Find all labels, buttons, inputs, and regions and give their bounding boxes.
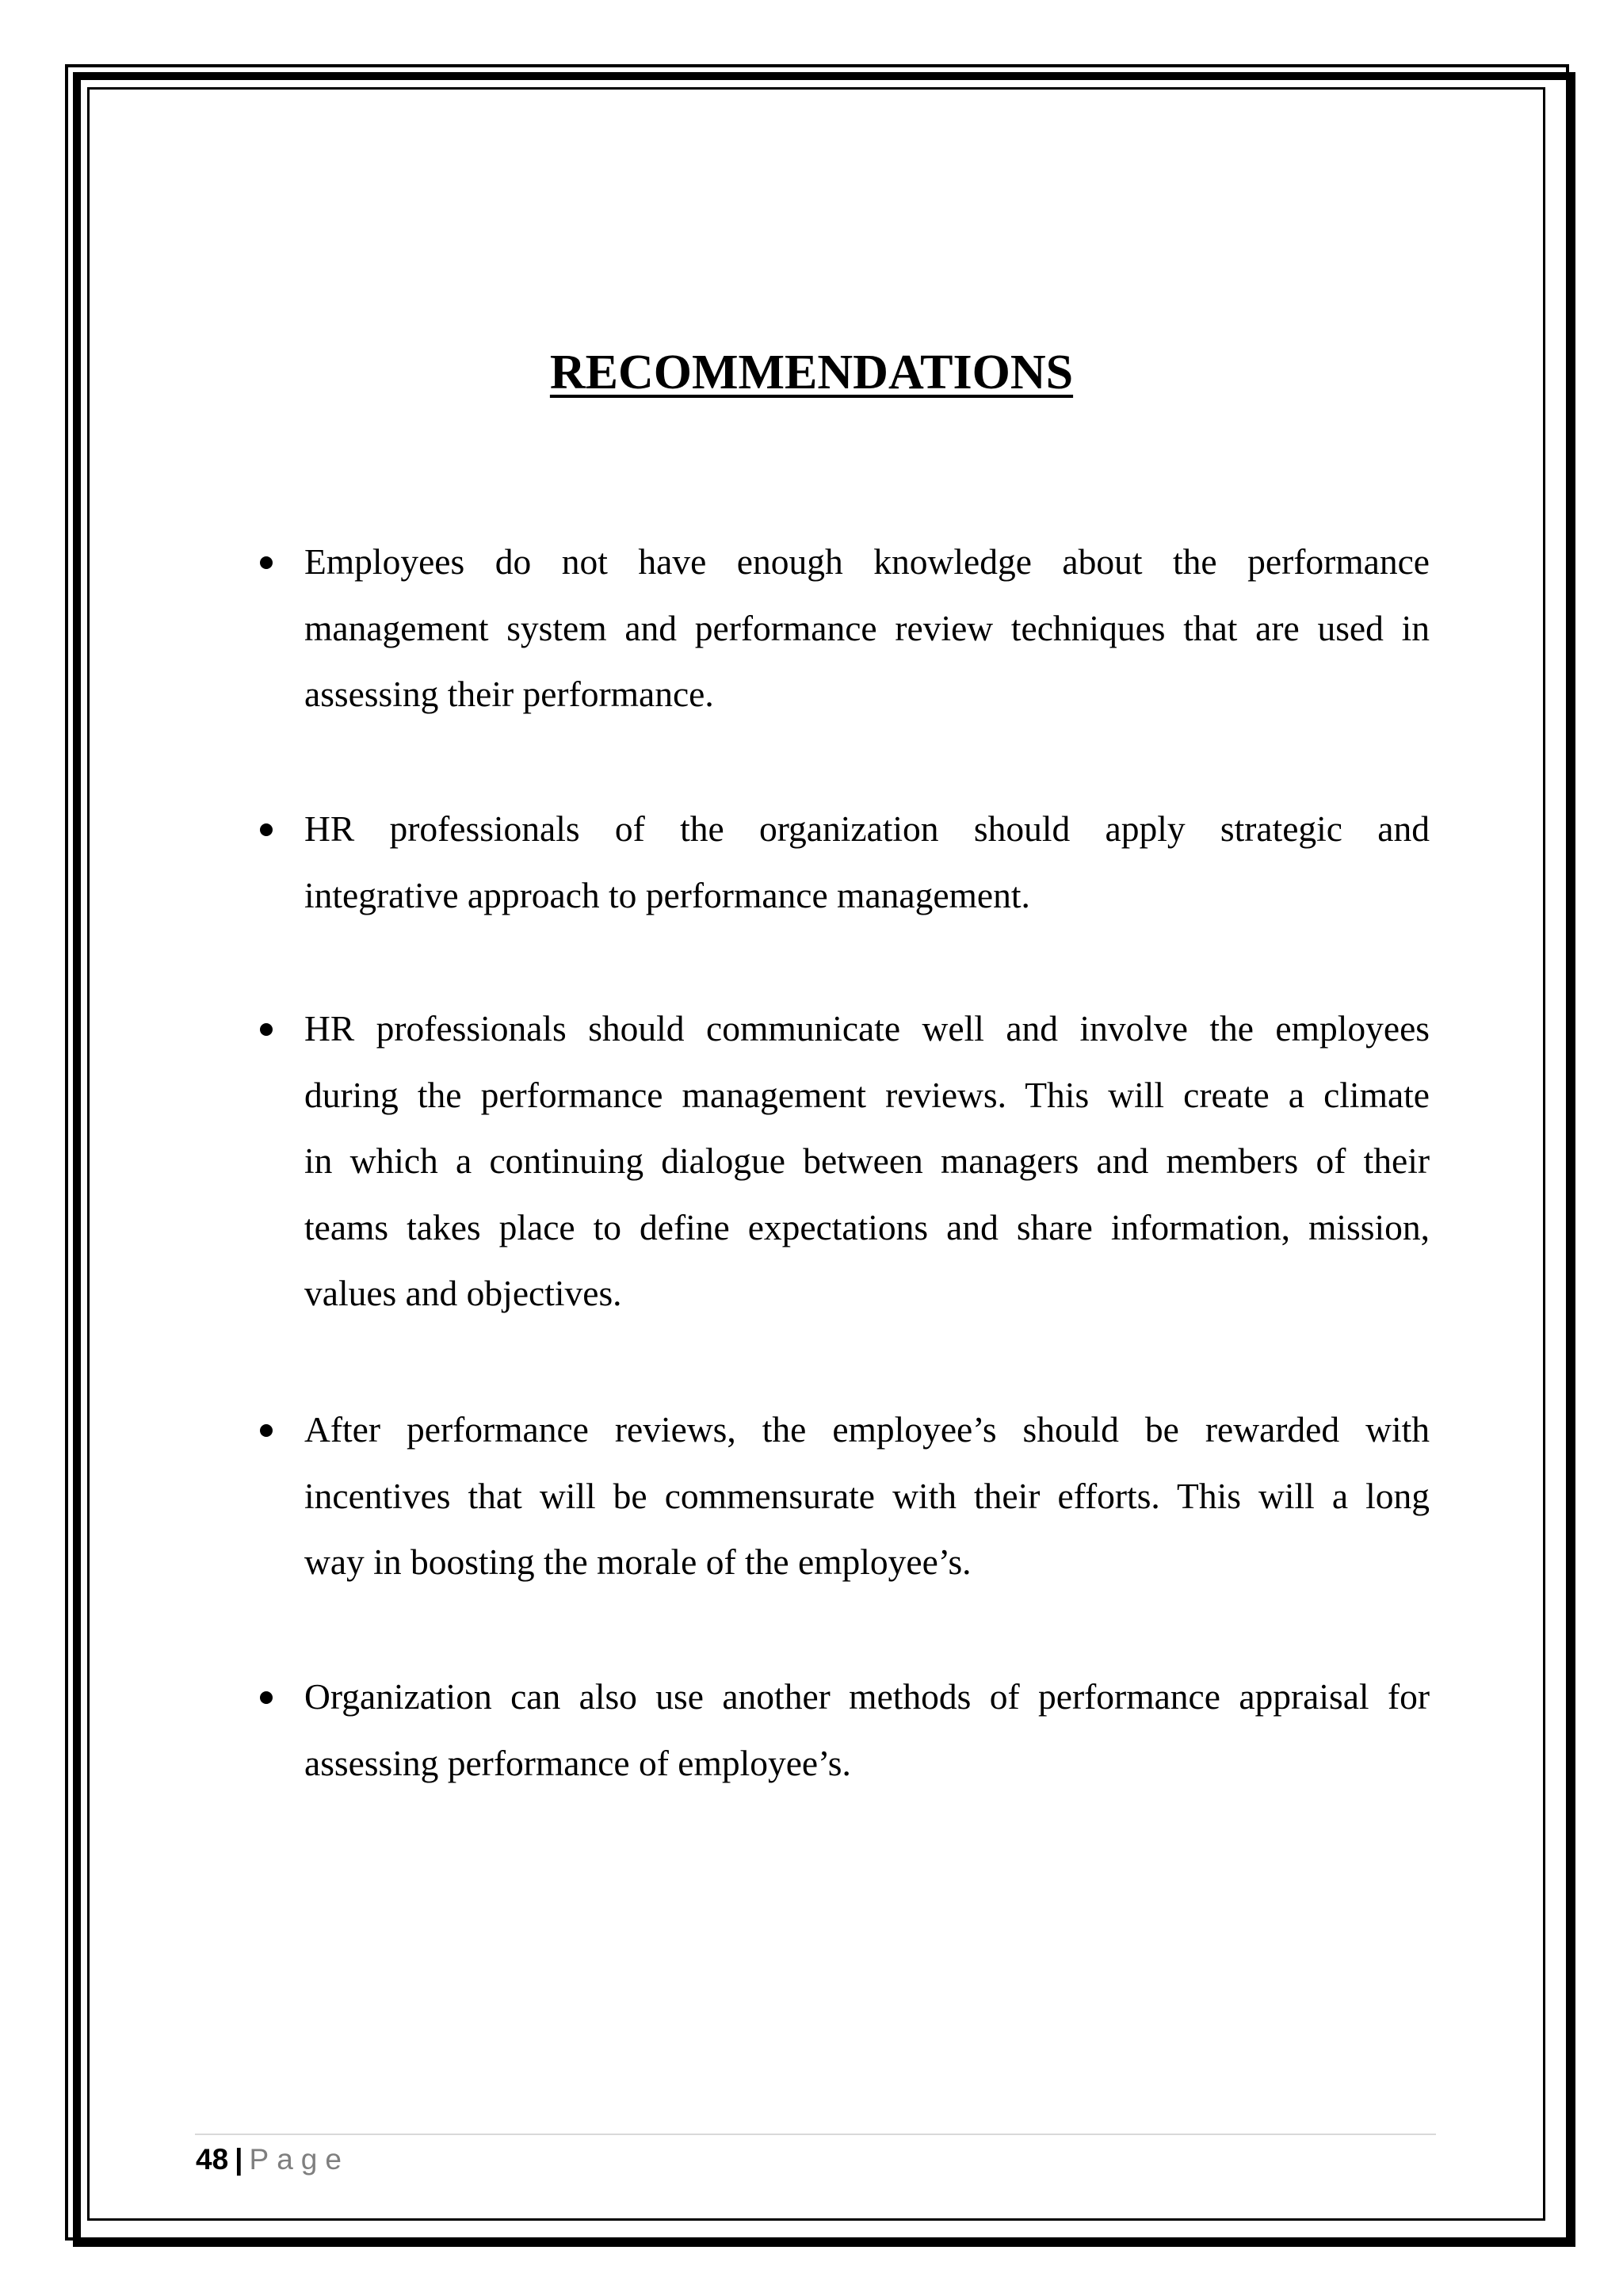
list-item bbox=[304, 1664, 1430, 1796]
list-item bbox=[304, 529, 1430, 728]
list-item-line: teams takes place to define expectations and share information, mission, bbox=[304, 1206, 1430, 1247]
page-label: Page bbox=[249, 2143, 349, 2176]
list-item bbox=[304, 796, 1430, 928]
bullet-icon bbox=[260, 1691, 273, 1704]
list-item-line: Employees do not have enough knowledge about the performance bbox=[304, 541, 1430, 582]
list-item-line: during the performance management reviews. This will create a climate bbox=[304, 1074, 1430, 1115]
bullet-icon bbox=[260, 1424, 273, 1437]
list-item bbox=[304, 1396, 1430, 1595]
list-item-line: HR professionals of the organization should apply strategic and bbox=[304, 808, 1430, 849]
page-title: RECOMMENDATIONS bbox=[549, 345, 1074, 399]
page-number: 48 bbox=[196, 2143, 229, 2176]
footer-divider bbox=[195, 2134, 1436, 2135]
list-item bbox=[304, 995, 1430, 1327]
list-item-line: After performance reviews, the employee’s should be rewarded with bbox=[304, 1409, 1430, 1450]
list-item-line: way in boosting the morale of the employee’s. bbox=[304, 1541, 972, 1582]
footer-separator: | bbox=[235, 2143, 243, 2176]
list-item-line: values and objectives. bbox=[304, 1273, 622, 1313]
list-item-line: incentives that will be commensurate with their efforts. This will a long bbox=[304, 1475, 1430, 1516]
list-item-line: management system and performance review techniques that are used in bbox=[304, 607, 1430, 648]
list-item-line: Organization can also use another methods of performance appraisal for bbox=[304, 1676, 1430, 1717]
bullet-icon bbox=[260, 823, 273, 836]
list-item-line: HR professionals should communicate well and involve the employees bbox=[304, 1008, 1430, 1049]
list-item-line: in which a continuing dialogue between managers and members of their bbox=[304, 1140, 1430, 1181]
list-item-line: assessing their performance. bbox=[304, 674, 714, 714]
list-item-line: integrative approach to performance management. bbox=[304, 874, 1030, 915]
bullet-icon bbox=[260, 556, 273, 569]
bullet-icon bbox=[260, 1023, 273, 1036]
page-footer bbox=[196, 2140, 349, 2179]
list-item-line: assessing performance of employee’s. bbox=[304, 1742, 851, 1783]
